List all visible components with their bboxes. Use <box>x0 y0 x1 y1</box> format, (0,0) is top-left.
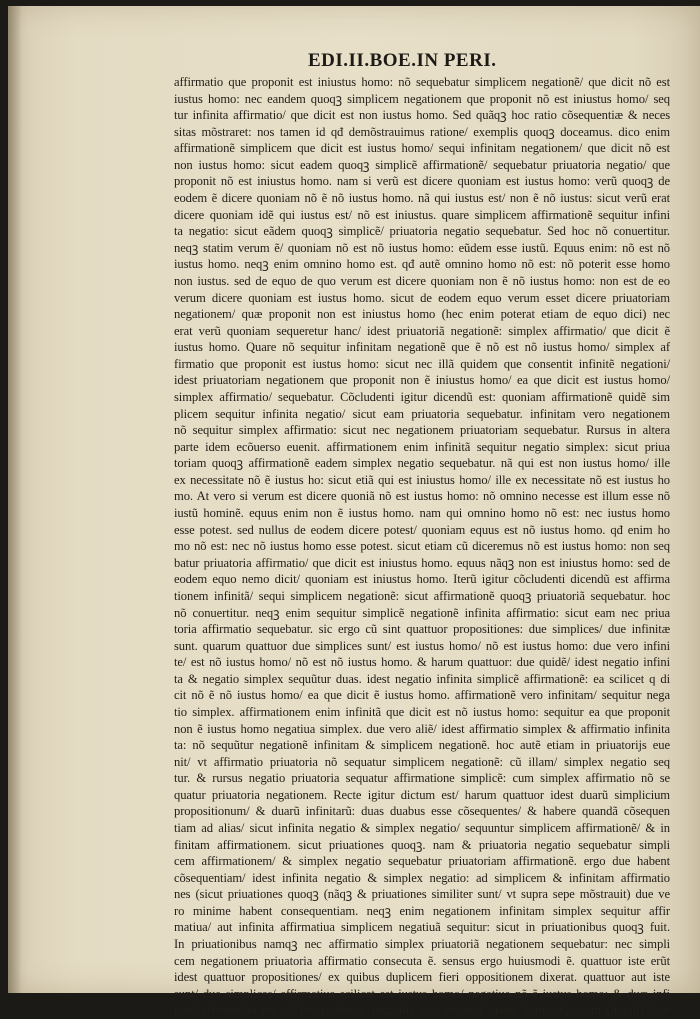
text-line: mo nõ est: nec nõ iustus homo esse potest. sicut etiam cũ diceremus nõ est iustus homo: non seq <box>174 539 670 554</box>
text-line: verum dicere quoniam est iustus homo. sicut de eodem equo verum esset dicere priuatoriam <box>174 290 670 305</box>
text-line: ta & negatio simplex sequũtur duas. idest negatio infinita simplicẽ affirmationẽ: ea scilicet q di <box>174 671 670 686</box>
text-line: nõ conuertitur. neqꝫ enim sequitur simplicẽ negationẽ infinita affirmatio: sicut eam nec priua <box>174 605 670 620</box>
text-line: cem negationem priuatoria affirmatio consecuta ẽ. sensus ergo huiusmodi ẽ. quattuor iste erũt <box>174 953 670 968</box>
text-line: ro minime habent consequentiam. neqꝫ enim negationem infinitam simplex sequitur affir <box>174 903 670 918</box>
text-line: parte idem ecõuerso euenit. affirmationem enim infinitã sequitur negatio simplex: sicut priua <box>174 439 670 454</box>
text-line: sunt/ due simplices/ affirmatiua scilicet est iustus homo/ negatiua nõ ẽ iustus homo: & duæ infi <box>174 986 670 1001</box>
text-line: affirmationẽ simplicem que dicit est iustus homo/ sequi infinitam negationem/ que dicit nõ est <box>174 141 670 156</box>
text-line: finitam affirmationem. sicut priuationes quoqꝫ. nam & priuatoria negatio sequebatur simpli <box>174 837 670 852</box>
text-line: dicere quoniam idẽ qui iustus est/ nõ est iniustus. quare simplicem affirmationẽ sequitur infini <box>174 207 670 222</box>
text-line: tiam ad alias/ sicut infinita negatio & simplex negatio/ sequuntur simplicem affirmationẽ/ & in <box>174 821 670 836</box>
text-line: tionem infinitã/ sequi simplicem negationẽ: sicut affirmationẽ quoqꝫ priuatoriã sequebatur. hoc <box>174 588 670 603</box>
text-line: nõ sequitur simplex affirmatio: sicut nec negationem priuatoriam sequebatur. Rursus in altera <box>174 423 670 438</box>
text-line: affirmatio que proponit est iniustus homo: nõ sequebatur simplicem negationẽ/ que dicit nõ est <box>174 75 670 89</box>
text-line: iustus homo. Quare nõ sequitur infinitam negationẽ que ẽ nõ est nõ iustus homo/ simplex af <box>174 340 670 355</box>
text-line: batur priuatoria affirmatio/ que dicit est iniustus homo. equus nãqꝫ non est iniustus homo: sed de <box>174 555 670 570</box>
text-line: firmatio que proponit est iustus homo: sicut nec illã quidem que consentit infinitẽ negationi/ <box>174 356 670 371</box>
text-line: In priuationibus namqꝫ nec affirmatio simplex priuatoriã negationem sequebatur: nec simpli <box>174 937 670 952</box>
text-line: cem affirmationem/ & simplex negatio sequebatur priuatoriam affirmationẽ. ergo due habent <box>174 854 670 869</box>
text-line: iustus homo. neqꝫ enim omnino homo est. qđ autẽ omnino homo nõ est: nõ poterit esse homo <box>174 257 670 272</box>
text-line: eodem ẽ dicere quoniam nõ ẽ nõ iustus homo. nã qui iustus est/ non ẽ nõ iustus: sicut verũ erat <box>174 191 670 206</box>
text-line: simplex affirmatio/ sequebatur. Cõcludenti igitur dicendũ est: quoniam affirmationẽ quidẽ sim <box>174 389 670 404</box>
text-line: iustũ hominẽ. equus enim non ẽ iustus homo. nam qui omnino homo nõ est: nec iustus homo <box>174 506 670 521</box>
text-line: erat verũ quoniam sequeretur hanc/ idest priuatoriã negationẽ: simplex affirmatio/ que dicit ẽ <box>174 323 670 338</box>
text-line: nes (sicut priuationes quoqꝫ (nãqꝫ & priuationes similiter sunt/ vt supra sepe mõstrauit) due ve <box>174 887 670 902</box>
text-line: nite/ affirmatiua est nõ iustus homo/ negatiua non est non iustus homo. Quarum (inquit) duæ <box>174 1003 670 1018</box>
text-line: toriam quoqꝫ affirmationẽ eadem simplex negatio sequebatur. nã qui est non iustus homo/ ille <box>174 456 670 471</box>
text-line: iustus homo: nec eandem quoqꝫ simplicem negationem que proponit nõ est iniustus homo/ seq <box>174 91 670 106</box>
text-line: non ẽ iustus homo negatiua simplex. due vero aliẽ/ idest affirmatio simplex & affirmatio infinita <box>174 721 670 736</box>
page-gutter-shadow <box>8 6 22 993</box>
book-page <box>8 6 700 1018</box>
text-line: esse potest. sed nullus de eodem dicere potest/ quoniam equus est nõ iustus homo. qđ enim ho <box>174 522 670 537</box>
text-line: cit nõ ẽ nõ iustus homo/ ea que dicit ẽ iustus homo. affirmationẽ vero infinitam/ sequitur nega <box>174 688 670 703</box>
text-line: mo. At vero si verum est dicere quoniã nõ est iustus homo: nõ omnino necesse est illum esse nõ <box>174 489 670 504</box>
text-line: te/ est nõ iustus homo/ nõ est nõ iustus homo. & harum quattuor: due quidẽ/ idest negatio infini <box>174 655 670 670</box>
text-line: tur infinita affirmatio/ que dicit est non iustus homo. Sed quãqꝫ hoc ratio cõsequentiæ & neces <box>174 108 670 123</box>
text-line: idest priuatoriam negationem que proponit non ẽ iniustus homo/ ea que dicit est iustus homo/ <box>174 373 670 388</box>
text-line: ta: nõ sequũtur negationẽ infinitam & simplicem negationẽ. hoc autẽ etiam in priuatorijs eue <box>174 738 670 753</box>
text-line: sunt. quarum quattuor due simplices sunt/ est iustus homo/ nõ est iustus homo: due vero infini <box>174 638 670 653</box>
text-line: ta negatio: sicut eãdem quoqꝫ simplicẽ/ priuatoria negatio sequebatur. Sed hoc nõ conuertitur. <box>174 224 670 239</box>
text-block <box>174 74 670 1019</box>
text-line: tur. & rursus negatio priuatoria sequatur affirmatione simplicẽ: cum simplex affirmatio nõ se <box>174 771 670 786</box>
text-line: quatur priuatoria negationem. Recte igitur dictum est/ harum quattuor idest duarũ simplicium <box>174 787 670 802</box>
text-line: matiua/ aut infinita affirmatiua simplicem negatiuã sequitur: sicut in priuationibus quoqꝫ fuit. <box>174 920 670 935</box>
text-line: negationem/ quæ proponit non est iniustus homo (hec enim poterat etiam de equo dici) nec <box>174 307 670 322</box>
running-head: EDI.II.BOE.IN PERI. <box>308 50 497 71</box>
text-line: non iustus homo: sicut eadem quoqꝫ simplicẽ affirmationẽ/ sequebatur priuatoria negatio/ que <box>174 157 670 172</box>
text-line: nit/ vt affirmatio priuatoria nõ sequatur simplicem negationẽ: cũ illam/ simplex negatio seq <box>174 754 670 769</box>
text-line: plicem sequitur infinita negatio/ sicut eam priuatoria sequebatur. infinitam vero negationem <box>174 406 670 421</box>
text-line: idest quattuor propositiones/ ex quibus duplicem fieri oppositionem dixerat. quattuor aut iste <box>174 970 670 985</box>
text-line: sitas mõstraret: nos tamen id qđ demõstrauimus ratione/ exemplis quoqꝫ doceamus. dico enim <box>174 124 670 139</box>
text-line: eodem equo nemo dicit/ quoniam est iniustus homo. Iterũ igitur cõcludenti dicendũ est affirma <box>174 572 670 587</box>
text-line: ex necessitate nõ ẽ iustus ho: sicut etiã qui est iniustus homo/ ille ex necessitate nõ est iustus ho <box>174 472 670 487</box>
text-line: tio simplex. affirmationem enim infinitã que dicit est nõ iustus homo: sequitur ea que proponit <box>174 704 670 719</box>
text-line: cõsequentiam/ idest infinita negatio & simplex negatio: ad simplicem & infinitam affirmatio <box>174 870 670 885</box>
text-line: proponit nõ est iniustus homo. nam si verũ est dicere quoniam est iustus homo: verũ quoqꝫ de <box>174 174 670 189</box>
text-line: propositionum/ & duarũ infinitarũ: duas duabus esse cõsequentes/ & habere quandã cõsequen <box>174 804 670 819</box>
text-line: neqꝫ statim verum ẽ/ quoniam nõ est nõ iustus homo: eũdem esse iustũ. Equus enim: nõ est nõ <box>174 240 670 255</box>
text-line: non iustus. sed de equo de quo verum est dicere quoniam non ẽ nõ iustus homo: non est de eo <box>174 273 670 288</box>
text-line: toria affirmatio sequebatur. sic ergo cũ sint quattuor propositiones: due simplices/ due infinitæ <box>174 622 670 637</box>
